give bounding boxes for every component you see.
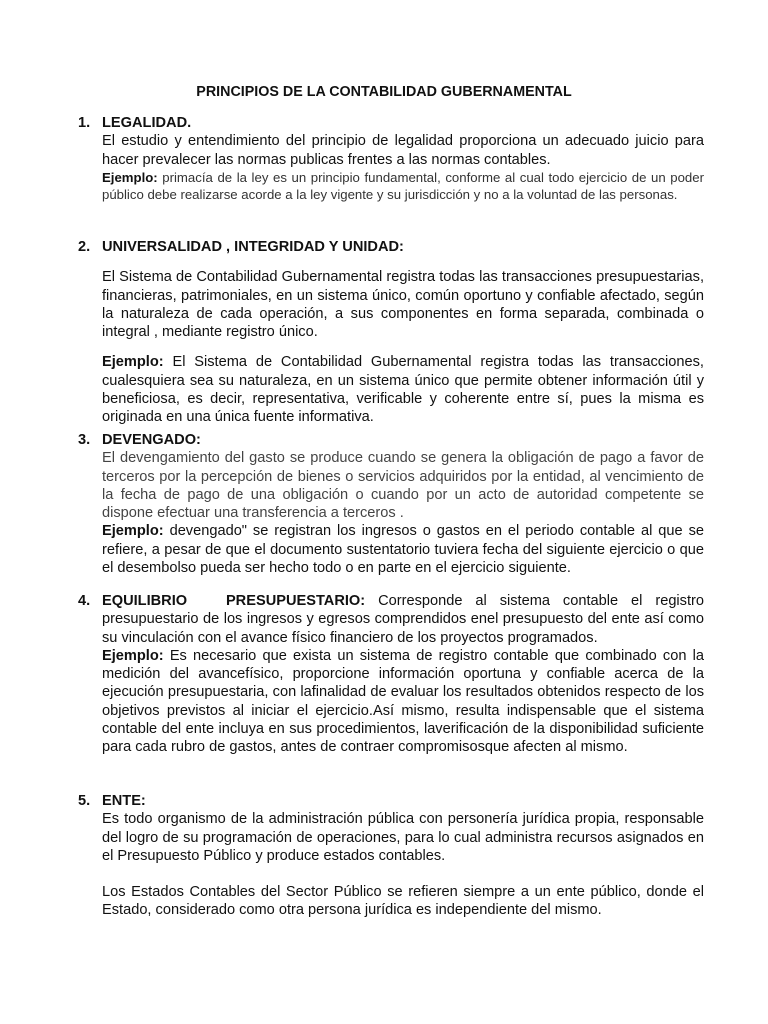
section-text: El estudio y entendimiento del principio de legalidad proporciona un adecuado juicio para hacer prevalecer las normas publicas frentes a las normas contables.	[102, 133, 704, 168]
section-heading: EQUILIBRIO PRESUPUESTARIO:	[102, 593, 366, 609]
section-number: 2.	[78, 239, 91, 255]
section-devengado	[78, 431, 704, 577]
section-example	[102, 647, 704, 757]
example-label: Ejemplo:	[102, 523, 164, 540]
section-number: 1.	[78, 115, 91, 131]
section-heading: ENTE:	[102, 793, 146, 809]
section-example	[102, 522, 704, 577]
section-equilibrio	[78, 592, 704, 757]
section-text: Es todo organismo de la administración pública con personería jurídica propia, responsable del logro de su programación de operaciones, para lo cual administra recursos asignados en el Presupuesto Público y produce estados contables.	[102, 811, 704, 864]
section-text-block	[102, 592, 704, 647]
section-number: 5.	[78, 793, 91, 809]
section-heading: UNIVERSALIDAD , INTEGRIDAD Y UNIDAD:	[102, 239, 404, 255]
example-text: El Sistema de Contabilidad Gubernamental registra todas las transacciones, cualesquiera sea su naturaleza, en un sistema único que permite obtener información útil y beneficiosa, es decir, representativa, verificable y coherente entre sí, pues la misma es originada en una única fuente informativa.	[102, 354, 704, 426]
section-heading: LEGALIDAD.	[102, 115, 192, 131]
section-text-2: Los Estados Contables del Sector Público se refieren siempre a un ente público, donde el Estado, considerado como otra persona jurídica es independiente del mismo.	[102, 884, 704, 919]
example-text: Es necesario que exista un sistema de registro contable que combinado con la medición del avancefísico, proporcione información oportuna y confiable acerca de la ejecución presupuestaria, con lafinalidad de evaluar los resultados obtenidos respecto de los objetivos previstos al iniciar el ejercicio.Así mismo, resulta indispensable que el sistema contable del ente incluya en sus procedimientos, laverificación de la disponibilidad suficiente para cada rubro de gastos, antes de contraer compromisosque afecten al mismo.	[102, 647, 704, 756]
example-label: Ejemplo:	[102, 169, 158, 185]
example-text: primacía de la ley es un principio fundamental, conforme al cual todo ejercicio de un poder público debe realizarse acorde a la ley vigente y su jurisdicción y no a la voluntad de las personas.	[102, 169, 704, 203]
section-universalidad	[78, 238, 704, 427]
section-number: 3.	[78, 432, 91, 448]
example-label: Ejemplo:	[102, 354, 164, 371]
example-text: devengado" se registran los ingresos o gastos en el periodo contable al que se refiere, a pesar de que el documento sustentatorio tuviera fecha del siguiente ejercicio o que el desembolso pueda ser hecho todo o en parte en el ejercicio siguiente.	[102, 523, 704, 577]
section-text: El devengamiento del gasto se produce cuando se genera la obligación de pago a favor de terceros por la percepción de bienes o servicios adquiridos por la entidad, al vencimiento de la fecha de pago de una obligación o cuando por un acto de autoridad competente se dispone efectuar una transferencia a terceros .	[102, 450, 704, 522]
section-text: El Sistema de Contabilidad Gubernamental registra todas las transacciones presupuestarias, financieras, patrimoniales, en un sistema único, común oportuno y confiable afectado, según la naturaleza de cada operación, a sus componentes en forma separada, combinada o integral , mediante registro único.	[102, 269, 704, 341]
section-ente	[78, 792, 704, 920]
page-title: PRINCIPIOS DE LA CONTABILIDAD GUBERNAMENTAL	[196, 84, 572, 100]
section-example	[102, 353, 704, 426]
section-legalidad	[78, 114, 704, 204]
section-text: Corresponde al sistema contable el registro presupuestario de los ingresos y egresos comprendidos enel presupuesto del ente así como su vinculación con el avance físico financiero de los proyectos programados.	[102, 593, 705, 646]
section-example	[102, 169, 704, 204]
section-number: 4.	[78, 593, 91, 609]
section-heading: DEVENGADO:	[102, 432, 201, 448]
example-label: Ejemplo:	[102, 647, 164, 664]
